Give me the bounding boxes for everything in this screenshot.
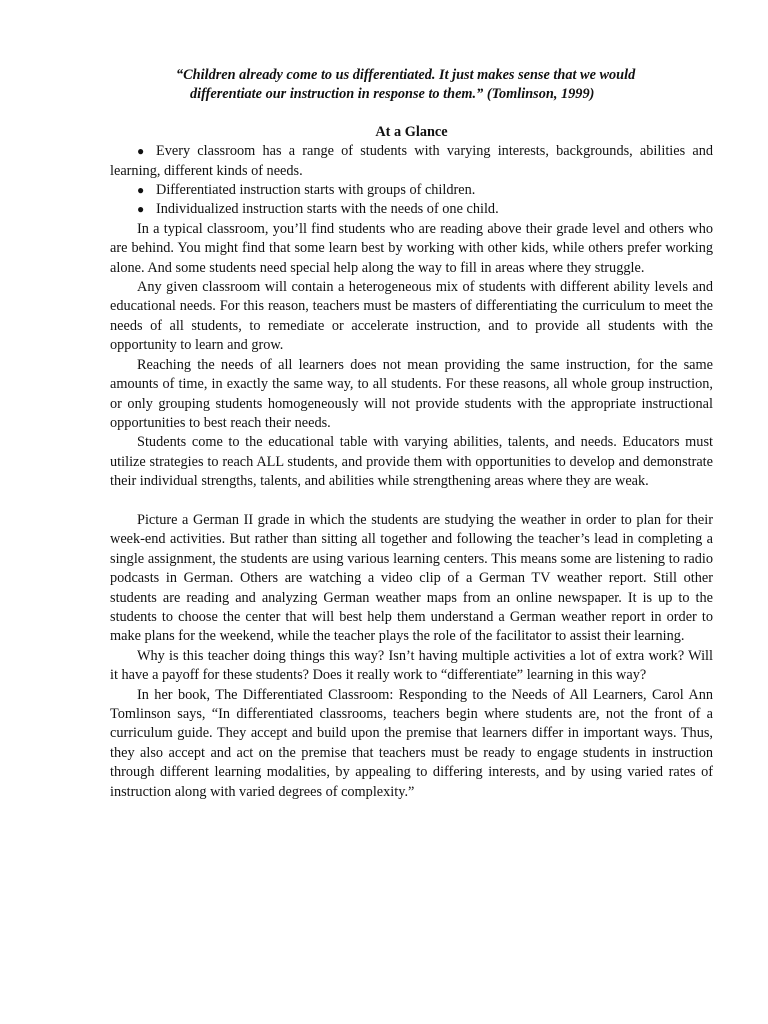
body-paragraph: In a typical classroom, you’ll find students who are reading above their grade level and others who are behind. You might find that some learn best by working with other kids, while others prefer working alone. And some students need special help along the way to fill in areas where they struggle. — [110, 220, 713, 276]
bullet-icon: ● — [137, 183, 145, 198]
bullet-text: Individualized instruction starts with the needs of one child. — [156, 201, 499, 218]
bullet-text: Every classroom has a range of students with varying interests, backgrounds, abilities and learning, different kinds of needs. — [110, 143, 713, 179]
document-page — [110, 66, 713, 802]
section-heading: At a Glance — [375, 123, 448, 140]
body-paragraph: Picture a German II grade in which the students are studying the weather in order to plan for their week-end activities. But rather than sitting all together and following the teacher’s lead in completing a single assignment, the students are using various learning centers. This means some are listening to radio podcasts in German. Others are watching a video clip of a German TV weather report. Still other students are reading and analyzing German weather maps from an online newspaper. It is up to the students to choose the center that will best help them understand a German weather report in order to make plans for the weekend, while the teacher plays the role of the facilitator to assist their learning. — [110, 511, 713, 645]
bullet-item — [110, 200, 713, 219]
bullet-icon: ● — [137, 144, 145, 159]
quote-line-2: differentiate our instruction in response to them.” (Tomlinson, 1999) — [190, 86, 595, 103]
bullet-icon: ● — [137, 202, 145, 217]
body-paragraph: In her book, The Differentiated Classroom: Responding to the Needs of All Learners, Carol Ann Tomlinson says, “In differentiated classrooms, teachers begin where students are, not the front of a curriculum guide. They accept and build upon the premise that learners differ in important ways. Thus, they also accept and act on the premise that teachers must be ready to engage students in instruction through different learning modalities, by appealing to differing interests, and by using varied rates of instruction along with varied degrees of complexity.” — [110, 686, 713, 800]
body-paragraph: Any given classroom will contain a heterogeneous mix of students with different ability levels and educational needs. For this reason, teachers must be masters of differentiating the curriculum to meet the needs of all students, to remediate or accelerate instruction, and to provide all students with the opportunity to learn and grow. — [110, 279, 713, 354]
bullet-text: Differentiated instruction starts with groups of children. — [156, 182, 476, 199]
epigraph-quote — [110, 66, 713, 105]
blank-line — [110, 492, 713, 511]
bullet-list — [110, 142, 713, 220]
quote-line-1: “Children already come to us differentiated. It just makes sense that we would — [176, 67, 636, 83]
body-paragraph: Why is this teacher doing things this way? Isn’t having multiple activities a lot of extra work? Will it have a payoff for these students? Does it really work to “differentiate” learning in this way? — [110, 647, 713, 684]
body-paragraph: Reaching the needs of all learners does not mean providing the same instruction, for the same amounts of time, in exactly the same way, to all students. For these reasons, all whole group instruction, or only grouping students homogeneously will not provide students with the appropriate instructional opportunities to best reach their needs. — [110, 356, 713, 431]
body-paragraph: Students come to the educational table with varying abilities, talents, and needs. Educators must utilize strategies to reach ALL students, and provide them with opportunities to develop and demonstrate their individual strengths, talents, and abilities while strengthening areas where they are weak. — [110, 434, 713, 490]
bullet-item — [110, 142, 713, 181]
bullet-item — [110, 181, 713, 200]
